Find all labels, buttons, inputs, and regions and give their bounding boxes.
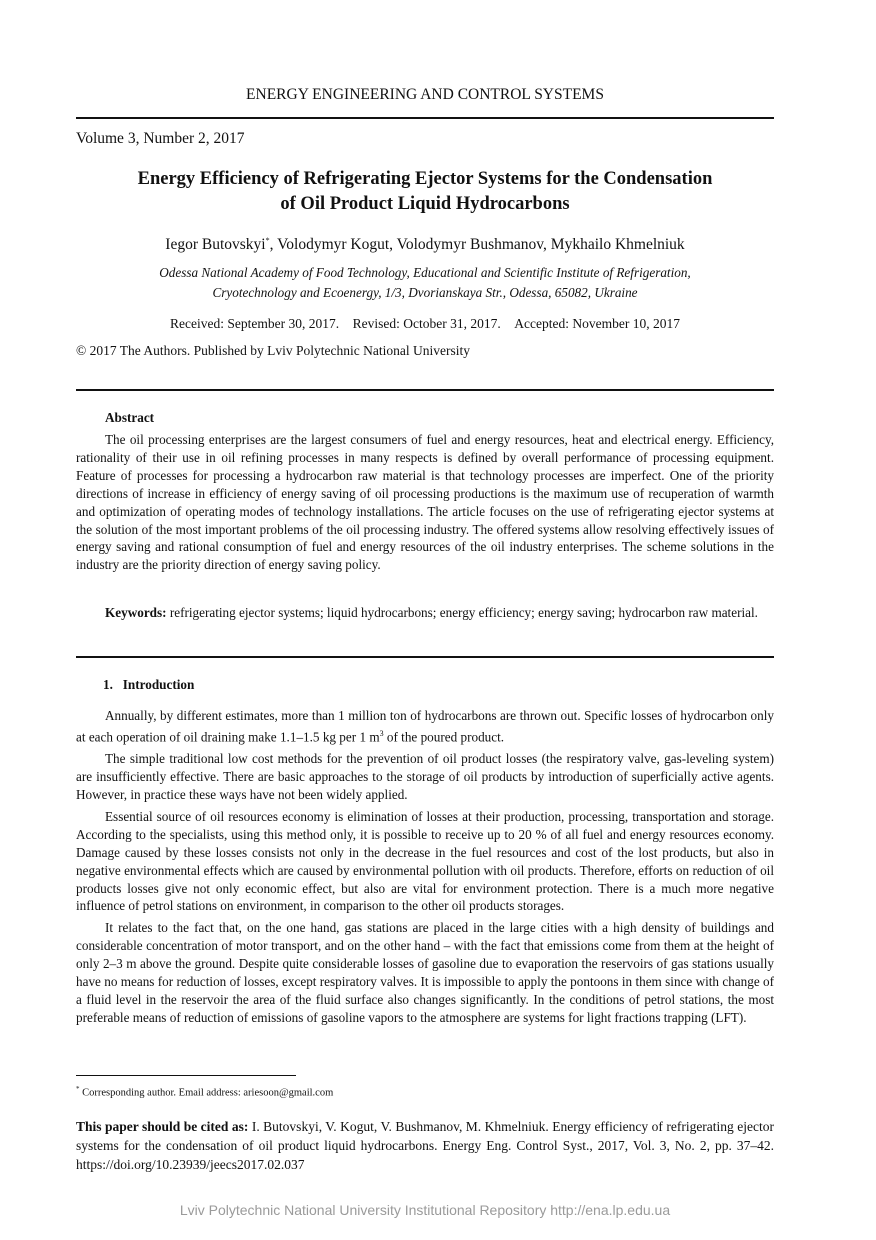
keywords — [76, 604, 774, 622]
corresponding-mark: * — [265, 236, 270, 245]
paragraph: The simple traditional low cost methods for the prevention of oil product losses (the respiratory valve, gas-leveling system) are insufficiently effective. There are basic approaches to the storage of oil products by introduction of superficially active agents. However, in practice these ways have not been widely applied. — [76, 751, 774, 803]
abstract-text: The oil processing enterprises are the largest consumers of fuel and energy resources, heat and electrical energy. Efficiency, rationality of their use in oil refining processes in many respects is defined by overall performance of processing equipment. Feature of processes for processing a hydrocarbon raw material is that technology processes are imperfect. One of the priority directions of increase in efficiency of energy saving of oil processing productions is the maximum use of recuperation of warmth and optimization of operating modes of technology installations. The article focuses on the use of refrigerating ejector systems at the solution of the most important problems of the oil processing industry. The offered systems allow resolving effectively issues of energy saving and rational consumption of fuel and energy resources of the oil industry enterprises. The scheme solutions in the industry are the priority direction of energy saving policy. — [76, 432, 774, 573]
abstract-heading: Abstract — [105, 410, 155, 425]
divider — [76, 117, 774, 119]
affiliation-line: Odessa National Academy of Food Technology, Educational and Scientific Institute of Refrigeration, — [159, 265, 691, 280]
revised-date: Revised: October 31, 2017. — [352, 316, 501, 331]
divider — [76, 389, 774, 391]
copyright: © 2017 The Authors. Published by Lviv Polytechnic National University — [76, 343, 470, 358]
keywords-text: refrigerating ejector systems; liquid hydrocarbons; energy efficiency; energy saving; hydrocarbon raw material. — [166, 605, 758, 620]
volume-info: Volume 3, Number 2, 2017 — [76, 130, 245, 147]
title-line: Energy Efficiency of Refrigerating Ejector Systems for the Condensation — [137, 169, 713, 189]
divider — [76, 656, 774, 658]
citation-label: This paper should be cited as: — [76, 1119, 249, 1134]
received-date: Received: September 30, 2017. — [170, 316, 340, 331]
author: , Volodymyr Kogut, Volodymyr Bushmanov, Mykhailo Khmelniuk — [269, 236, 685, 254]
accepted-date: Accepted: November 10, 2017 — [514, 316, 680, 331]
text: of the poured product. — [383, 729, 505, 745]
footnote-mark: * — [76, 1085, 80, 1093]
footnote-rule — [76, 1075, 296, 1076]
introduction-body — [76, 707, 774, 1027]
title-line: of Oil Product Liquid Hydrocarbons — [280, 194, 570, 214]
citation — [76, 1117, 774, 1174]
text: Annually, by different estimates, more than 1 million ton of hydrocarbons are thrown out. Specific losses of hydrocarbon only at each operation of oil draining make 1.1–1.5 kg per 1 m — [76, 708, 774, 745]
section-heading: 1. Introduction — [103, 677, 195, 692]
footnote-text: Corresponding author. Email address: ariesoon@gmail.com — [79, 1087, 334, 1099]
superscript: 3 — [379, 728, 384, 738]
keywords-label: Keywords: — [105, 605, 167, 620]
affiliation — [76, 263, 774, 303]
paper-title — [76, 167, 774, 217]
paragraph: Essential source of oil resources economy is elimination of losses at their production, processing, transportation and storage. According to the specialists, using this method only, it is possible to receive up to 20 % of all fuel and energy resources economy. Damage caused by these losses consists not only in the decrease in the fuel resources and cost of the lost products, but also in negative environmental effects which are caused by environmental pollution with oil products. Therefore, efforts on reduction of oil products losses give not only economic effect, but also are vital for environment protection. There is a much more negative influence of petrol stations on environment, in comparison to the other oil products storages. — [76, 808, 774, 914]
footnote — [76, 1085, 774, 1099]
citation-text: I. Butovskyi, V. Kogut, V. Bushmanov, M. Khmelniuk. Energy efficiency of refrigerating ejector systems for the condensation of oil product liquid hydrocarbons. Energy Eng. Control Syst., 2017, Vol. 3, No. 2, pp. 37–42. https://doi.org/10.23939/jeecs2017.02.037 — [76, 1119, 774, 1172]
authors — [76, 236, 774, 254]
paragraph: It relates to the fact that, on the one hand, gas stations are placed in the large cities with a high density of buildings and considerable concentration of motor transport, and on the other hand – with the fact that emissions come from them at the height of only 2–3 m above the ground. Despite quite considerable losses of gasoline due to evaporation the reservoirs of gas stations usually have no means for reduction of losses, except respiratory valves. It is impossible to apply the pontoons in them since with change of a fluid level in the reservoir the area of the fluid surface also changes significantly. In the conditions of petrol stations, the most preferable means of reduction of emissions of gasoline vapors to the atmosphere are systems for light fractions trapping (LFT). — [76, 920, 774, 1025]
paragraph — [76, 707, 774, 746]
repository-footer: Lviv Polytechnic National University Institutional Repository http://ena.lp.edu.ua — [179, 1202, 671, 1218]
affiliation-line: Cryotechnology and Ecoenergy, 1/3, Dvorianskaya Str., Odessa, 65082, Ukraine — [212, 285, 638, 300]
journal-header: ENERGY ENGINEERING AND CONTROL SYSTEMS — [246, 86, 604, 103]
dates — [76, 316, 774, 332]
author: Iegor Butovskyi — [165, 236, 266, 254]
